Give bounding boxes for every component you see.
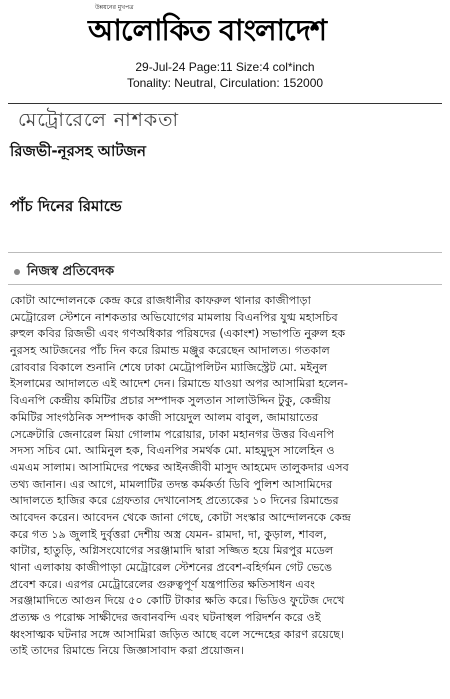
article-body-line: কমিটির সাংগঠনিক সম্পাদক কাজী সায়েদুল আলম বাবুল, জামায়াতের (10, 410, 319, 424)
headline-line-1: রিজভী-নূরসহ আটজন (10, 142, 146, 160)
article-body-line: কোটা আন্দোলনকে কেন্দ্র করে রাজধানীর কাফরুল থানার কাজীপাড়া (10, 294, 311, 307)
masthead-tagline: উন্নয়নের মুখপত্র (95, 4, 134, 11)
article-body-line: আবেদন করেন। আবেদন থেকে জানা গেছে, কোটা সংস্কার আন্দোলনকে কেন্দ্র (10, 510, 351, 524)
article-body-line: তাই তাদের রিমান্ডে নিয়ে জিজ্ঞাসাবাদ করা প্রয়োজন। (10, 644, 244, 658)
article-body-line: এমএম সালাম। আসামিদের পক্ষের আইনজীবী মাসুদ আহমেদ তালুকদার এসব (10, 460, 349, 474)
article-body-line: তথ্য জানান। এর আগে, মামলাটির তদন্ত কর্মকর্তা ডিবি পুলিশ আসামিদের (10, 477, 333, 491)
article-kicker (8, 103, 442, 134)
article-body-line: করে গত ১৯ জুলাই দুর্বৃত্তরা দেশীয় অস্ত্র যেমন- রামদা, দা, কুড়াল, শাবল, (10, 527, 327, 541)
clipping-meta-tonality: Tonality: Neutral, Circulation: 152000 (126, 76, 324, 90)
article-body-line: কাটার, হাতুড়ি, অগ্নিসংযোগের সরঞ্জামাদি দ্বারা সজ্জিত হয়ে মিরপুর মডেল (10, 544, 334, 558)
masthead (0, 0, 450, 56)
article-body (10, 293, 440, 693)
kicker-text: মেট্রোরেলে নাশকতা (18, 109, 179, 131)
article-body-line: বিএনপি কেন্দ্রীয় কমিটির প্রচার সম্পাদক সুলতান সালাউদ্দিন টুকু, কেন্দ্রীয় (10, 394, 331, 408)
byline-divider-top (8, 252, 442, 253)
byline-divider-bottom (8, 284, 442, 285)
article-body-line: আদালতে হাজির করে গ্রেফতার দেখানোসহ প্রত্যেকের ১০ দিনের রিমান্ডের (10, 494, 339, 508)
bullet-icon (14, 269, 20, 275)
clipping-meta-date: 29-Jul-24 Page:11 Size:4 col*inch (135, 60, 315, 74)
newspaper-logo: আলোকিত বাংলাদেশ (88, 13, 327, 47)
article-body-line: মেট্রোরেল স্টেশনে নাশকতার অভিযোগের মামলায় বিএনপির যুগ্ম মহাসচিব (10, 310, 338, 324)
article-body-line: সরঞ্জামাদিতে আগুন দিয়ে ৫০ কোটি টাকার ক্ষতি করে। ভিডিও ফুটেজ দেখে (10, 594, 345, 608)
article-body-line: সদস্য সচিব মো. আমিনুল হক, বিএনপির সমর্থক মো. মাহমুদুস সালেহিন ও (10, 444, 335, 458)
article-body-line: প্রত্যক্ষ ও পরোক্ষ সাক্ষীদের জবানবন্দি এবং ঘটনাস্থল পরিদর্শন করে ওই (10, 611, 321, 625)
article-body-line: থানা এলাকায় কাজীপাড়া মেট্রোরেল স্টেশনের প্রবেশ-বহির্গমন গেট ভেঙে (10, 561, 333, 574)
headline-line-2: পাঁচ দিনের রিমান্ডে (10, 197, 122, 215)
article-body-line: রোববার বিকালে শুনানি শেষে ঢাকা মেট্রোপলিটন ম্যাজিস্ট্রেট মো. মইনুল (10, 360, 328, 374)
byline (14, 262, 114, 283)
article-body-line: ইসলামের আদালতে এই আদেশ দেন। রিমান্ডে যাওয়া অপর আসামিরা হলেন- (10, 377, 348, 391)
article-body-line: প্রবেশ করে। এরপর মেট্রোরেলের গুরুত্বপূর্ণ যন্ত্রপাতির ক্ষতিসাধন এবং (10, 577, 315, 591)
article-body-line: রুহুল কবির রিজভী এবং গণঅধিকার পরিষদের (একাংশ) সভাপতি নুরুল হক (10, 327, 346, 341)
byline-text: নিজস্ব প্রতিবেদক (27, 264, 115, 279)
article-body-line: ধ্বংসাত্মক ঘটনার সঙ্গে আসামিরা জড়িত আছে বলে সন্দেহের কারণ রয়েছে। (10, 627, 345, 641)
article-body-line: নুরসহ আটজনের পাঁচ দিন করে রিমান্ড মঞ্জুর করেছেন আদালত। গতকাল (10, 344, 330, 358)
article-body-line: সেক্রেটারি জেনারেল মিয়া গোলাম পরোয়ার, ঢাকা মহানগর উত্তর বিএনপি (10, 427, 334, 441)
